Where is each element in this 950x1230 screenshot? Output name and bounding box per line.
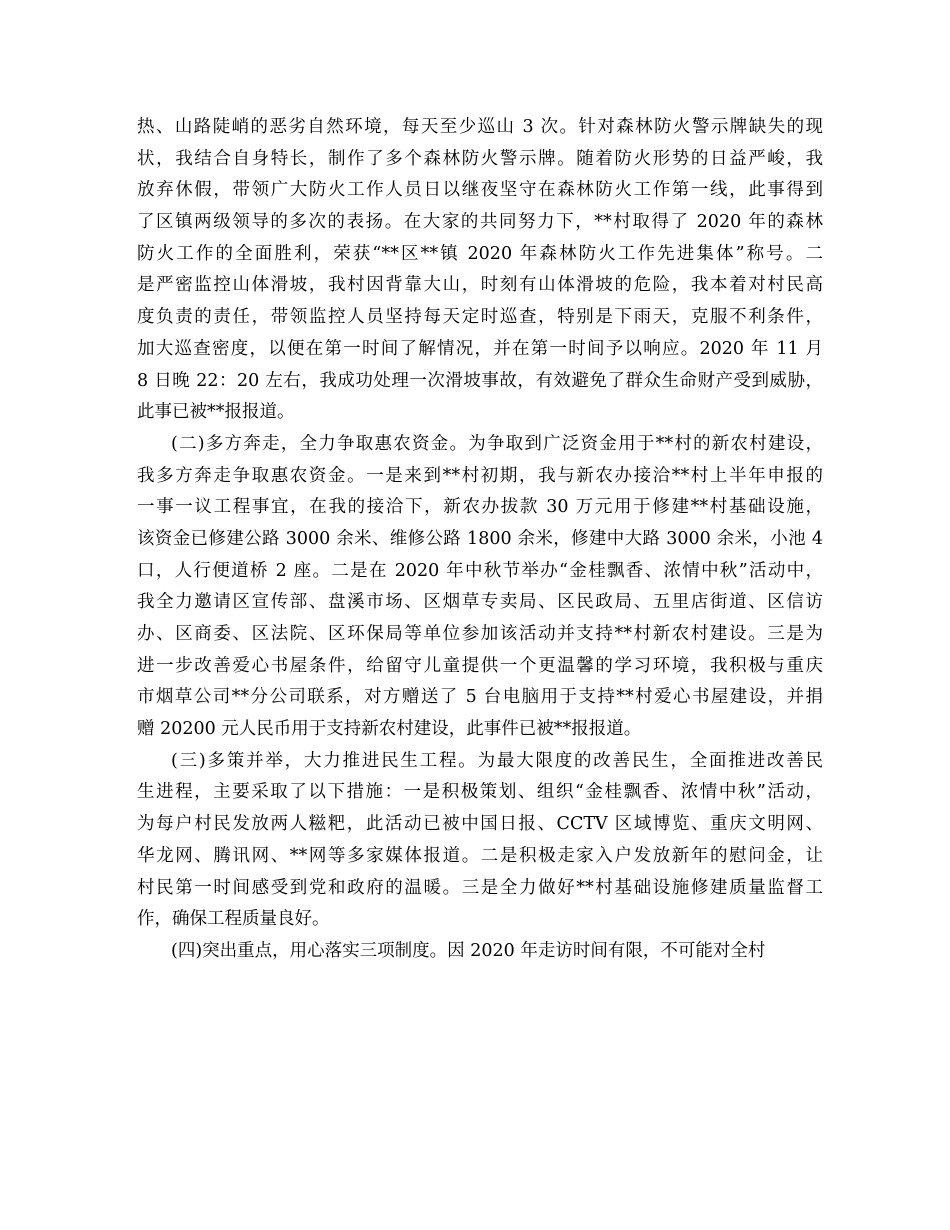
text-line: 状，我结合自身特长，制作了多个森林防火警示牌。随着防火形势的日益严峻，我 — [137, 148, 823, 169]
text-line: 一事一议工程事宜，在我的接洽下，新农办拔款 30 万元用于修建**村基础设施， — [137, 497, 823, 518]
document-body — [137, 112, 823, 968]
text-line: 办、区商委、区法院、区环保局等单位参加该活动并支持**村新农村建设。三是为 — [137, 624, 823, 644]
text-line: (三)多策并举，大力推进民生工程。为最大限度的改善民生，全面推进改善民 — [171, 750, 823, 771]
text-line: 了区镇两级领导的多次的表扬。在大家的共同努力下，**村取得了 2020 年的森林 — [137, 212, 823, 233]
text-line: 我多方奔走争取惠农资金。一是来到**村初期，我与新农办接洽**村上半年申报的 — [137, 465, 823, 486]
text-line: 华龙网、腾讯网、**网等多家媒体报道。二是积极走家入户发放新年的慰问金，让 — [137, 845, 823, 866]
text-line: 度负责的责任，带领监控人员坚持每天定时巡查，特别是下雨天，克服不利条件， — [137, 307, 823, 328]
paragraph — [137, 746, 823, 936]
text-line: 放弃休假，带领广大防火工作人员日以继夜坚守在森林防火工作第一线，此事得到 — [137, 180, 823, 201]
text-line: 为每户村民发放两人糍粑，此活动已被中国日报、CCTV 区域博览、重庆文明网、 — [137, 814, 823, 835]
text-line: 我全力邀请区宣传部、盘溪市场、区烟草专卖局、区民政局、五里店街道、区信访 — [137, 592, 823, 613]
text-line: 作，确保工程质量良好。 — [137, 909, 330, 930]
text-line: 防火工作的全面胜利，荣获“**区**镇 2020 年森林防火工作先进集体”称号。二 — [137, 243, 823, 264]
text-line: 8 日晚 22：20 左右，我成功处理一次滑坡事故，有效避免了群众生命财产受到威胁， — [137, 370, 823, 391]
text-line: 是严密监控山体滑坡，我村因背靠大山，时刻有山体滑坡的危险，我本着对村民高 — [137, 275, 823, 296]
text-line: (二)多方奔走，全力争取惠农资金。为争取到广泛资金用于**村的新农村建设， — [171, 433, 823, 454]
text-line: 进一步改善爱心书屋条件，给留守儿童提供一个更温馨的学习环境，我积极与重庆 — [137, 655, 823, 676]
text-line: (四)突出重点，用心落实三项制度。因 2020 年走访时间有限，不可能对全村 — [171, 940, 766, 961]
text-line: 该资金已修建公路 3000 余米、维修公路 1800 余米，修建中大路 3000 余米，小池 4 — [137, 528, 823, 549]
text-line: 口，人行便道桥 2 座。二是在 2020 年中秋节举办“金桂飘香、浓情中秋”活动中， — [137, 560, 823, 581]
text-line: 村民第一时间感受到党和政府的温暖。三是全力做好**村基础设施修建质量监督工 — [137, 877, 823, 898]
paragraph — [137, 112, 823, 429]
text-line: 生进程，主要采取了以下措施：一是积极策划、组织“金桂飘香、浓情中秋”活动， — [137, 782, 823, 803]
text-line: 此事已被**报报道。 — [137, 402, 295, 423]
text-line: 加大巡查密度，以便在第一时间了解情况，并在第一时间予以响应。2020 年 11 月 — [137, 338, 823, 359]
text-line: 热、山路陡峭的恶劣自然环境，每天至少巡山 3 次。针对森林防火警示牌缺失的现 — [137, 117, 823, 137]
paragraph — [137, 936, 823, 968]
text-line: 赠 20200 元人民币用于支持新农村建设，此事件已被**报报道。 — [137, 719, 642, 740]
text-line: 市烟草公司**分公司联系，对方赠送了 5 台电脑用于支持**村爱心书屋建设，并捐 — [137, 687, 823, 708]
paragraph — [137, 429, 823, 746]
